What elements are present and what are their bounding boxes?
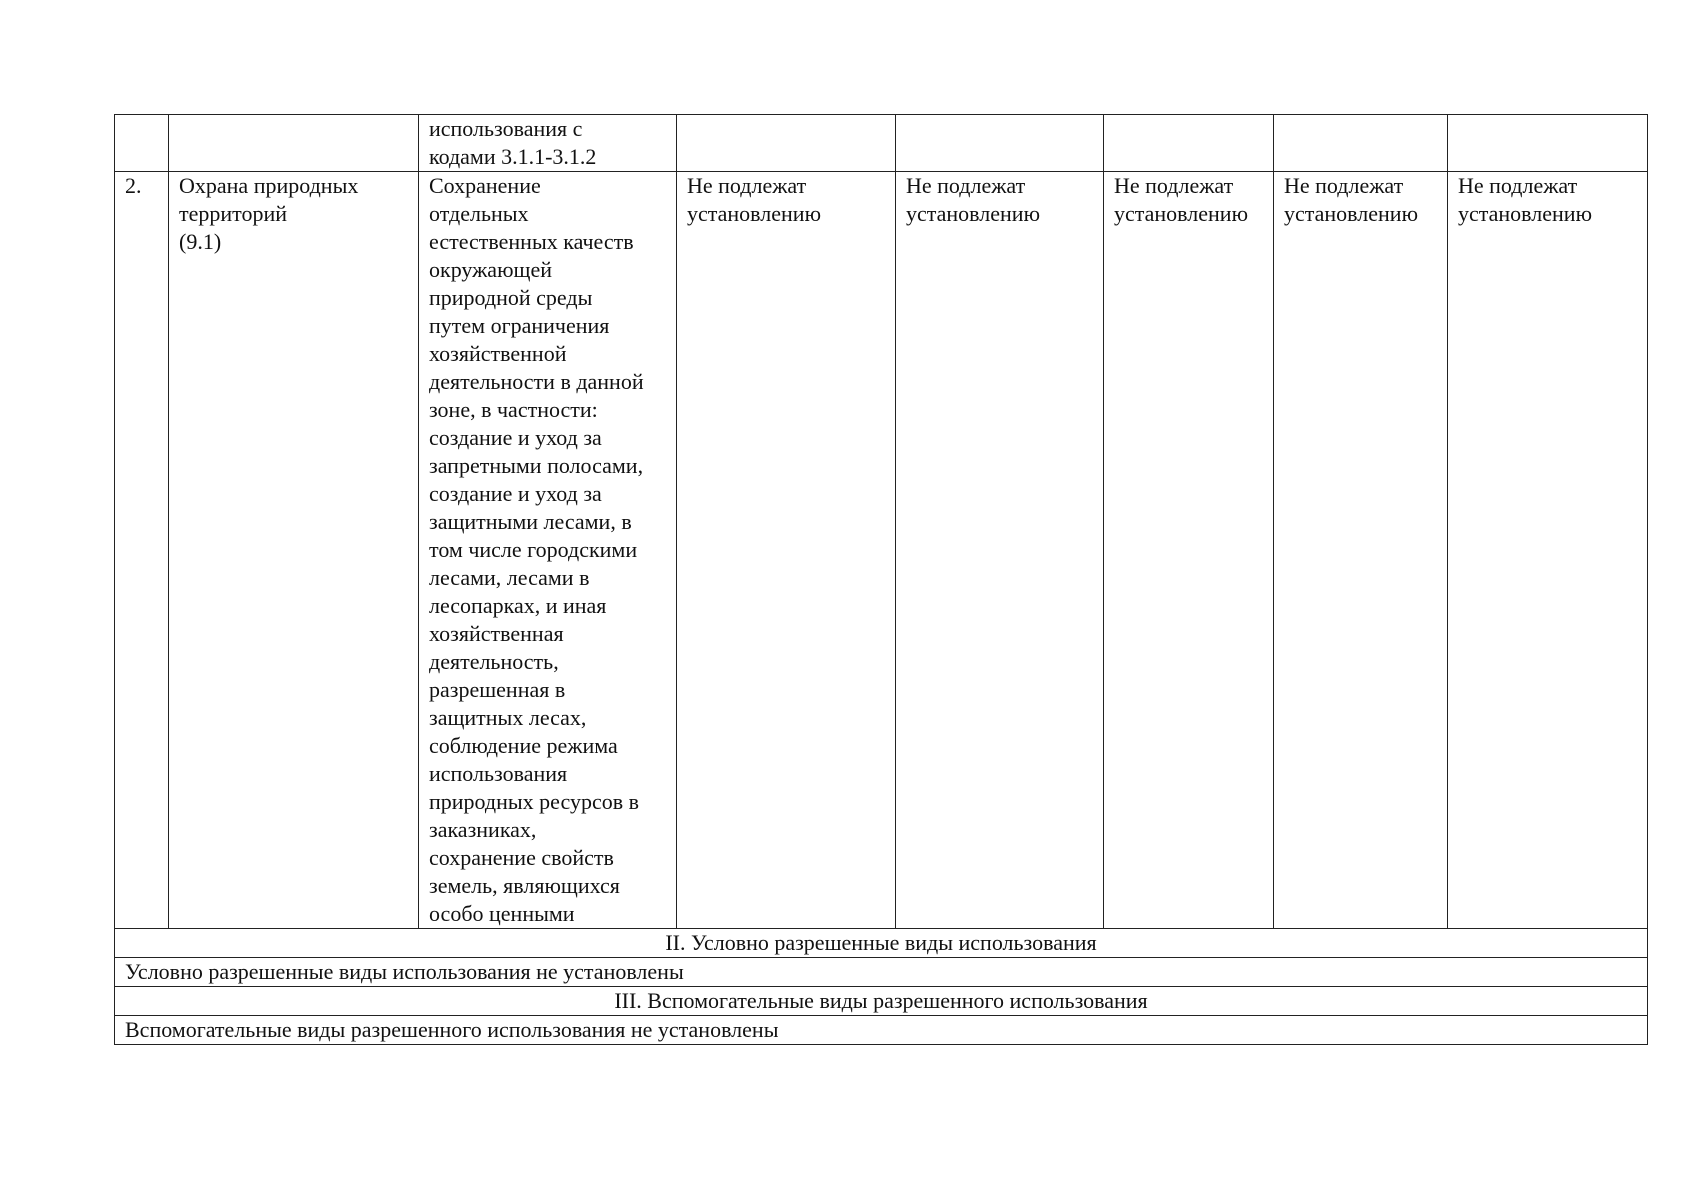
cont-cell-param-2: [896, 115, 1104, 172]
cont-cell-name: [169, 115, 419, 172]
section-iii-heading-row: [115, 987, 1648, 1016]
section-iii-note-row: [115, 1016, 1648, 1045]
cont-cell-param-5: [1448, 115, 1648, 172]
section-ii-heading-row: [115, 929, 1648, 958]
section-ii-note: Условно разрешенные виды использования не установлены: [115, 958, 1648, 987]
param-cell-5: Не подлежат установлению: [1448, 172, 1648, 929]
use-type-name: Охрана природных территорий (9.1): [169, 172, 419, 929]
continuation-row: [115, 115, 1648, 172]
cont-cell-param-3: [1104, 115, 1274, 172]
use-type-description: Сохранение отдельных естественных качеств окружающей природной среды путем ограничения хозяйственной деятельности в данной зоне, в частности: создание и уход за запретными полосами, создание и уход за защитными лесами, в том числе городскими лесами, лесами в лесопарках, и иная хозяйственная деятельность, разрешенная в защитных лесах, соблюдение режима использования природных ресурсов в заказниках, сохранение свойств земель, являющихся особо ценными: [419, 172, 677, 929]
cont-cell-number: [115, 115, 169, 172]
param-cell-1: Не подлежат установлению: [677, 172, 896, 929]
cont-cell-description: использования с кодами 3.1.1-3.1.2: [419, 115, 677, 172]
section-iii-note: Вспомогательные виды разрешенного использования не установлены: [115, 1016, 1648, 1045]
row-number: 2.: [115, 172, 169, 929]
table-row-2: [115, 172, 1648, 929]
param-cell-2: Не подлежат установлению: [896, 172, 1104, 929]
param-cell-4: Не подлежат установлению: [1274, 172, 1448, 929]
param-cell-3: Не подлежат установлению: [1104, 172, 1274, 929]
cont-cell-param-1: [677, 115, 896, 172]
cont-cell-param-4: [1274, 115, 1448, 172]
section-ii-note-row: [115, 958, 1648, 987]
land-use-table: [114, 114, 1648, 1045]
section-iii-heading: III. Вспомогательные виды разрешенного использования: [115, 987, 1648, 1016]
section-ii-heading: II. Условно разрешенные виды использования: [115, 929, 1648, 958]
